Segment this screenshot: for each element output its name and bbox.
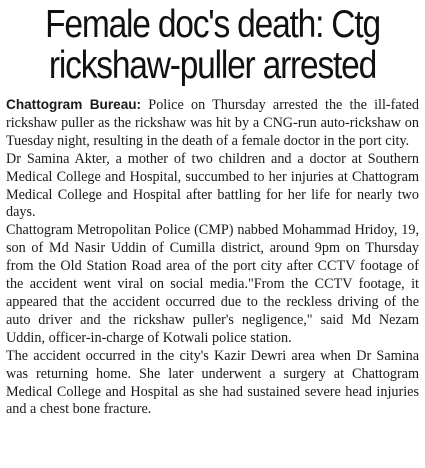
paragraph-2: Dr Samina Akter, a mother of two children and a doctor at Southern Medical College and Hospital, succumbed to her injuries at Chattogram Medical College and Hospital after battling for her life for nearly two days. [6, 150, 419, 221]
headline-line-2: rickshaw-puller arrested [48, 44, 377, 87]
article-body [6, 96, 419, 419]
paragraph-4: The accident occurred in the city's Kazir Dewri area when Dr Samina was returning home. She later underwent a surgery at Chattogram Medical College and Hospital as she had sustained severe head injuries and a chest bone fracture. [6, 347, 419, 418]
headline [35, 0, 390, 86]
dateline: Chattogram Bureau: [6, 97, 142, 112]
headline-line-1: Female doc's death: Ctg [45, 3, 380, 46]
paragraph-1-text: Police on Thursday arrested the the ill-fated rickshaw puller as the rickshaw was hit by a CNG-run auto-rickshaw on Tuesday night, resulting in the death of a female doctor in the port city. [6, 97, 419, 149]
paragraph-3: Chattogram Metropolitan Police (CMP) nabbed Mohammad Hridoy, 19, son of Md Nasir Uddin of Cumilla district, around 9pm on Thursday from the Old Station Road area of the port city after CCTV footage of the accident went viral on social media."From the CCTV footage, it appeared that the accident occurred due to the reckless driving of the auto driver and the rickshaw puller's negligence," said Md Nezam Uddin, officer-in-charge of Kotwali police station. [6, 222, 419, 346]
paragraph-1 [6, 96, 419, 151]
